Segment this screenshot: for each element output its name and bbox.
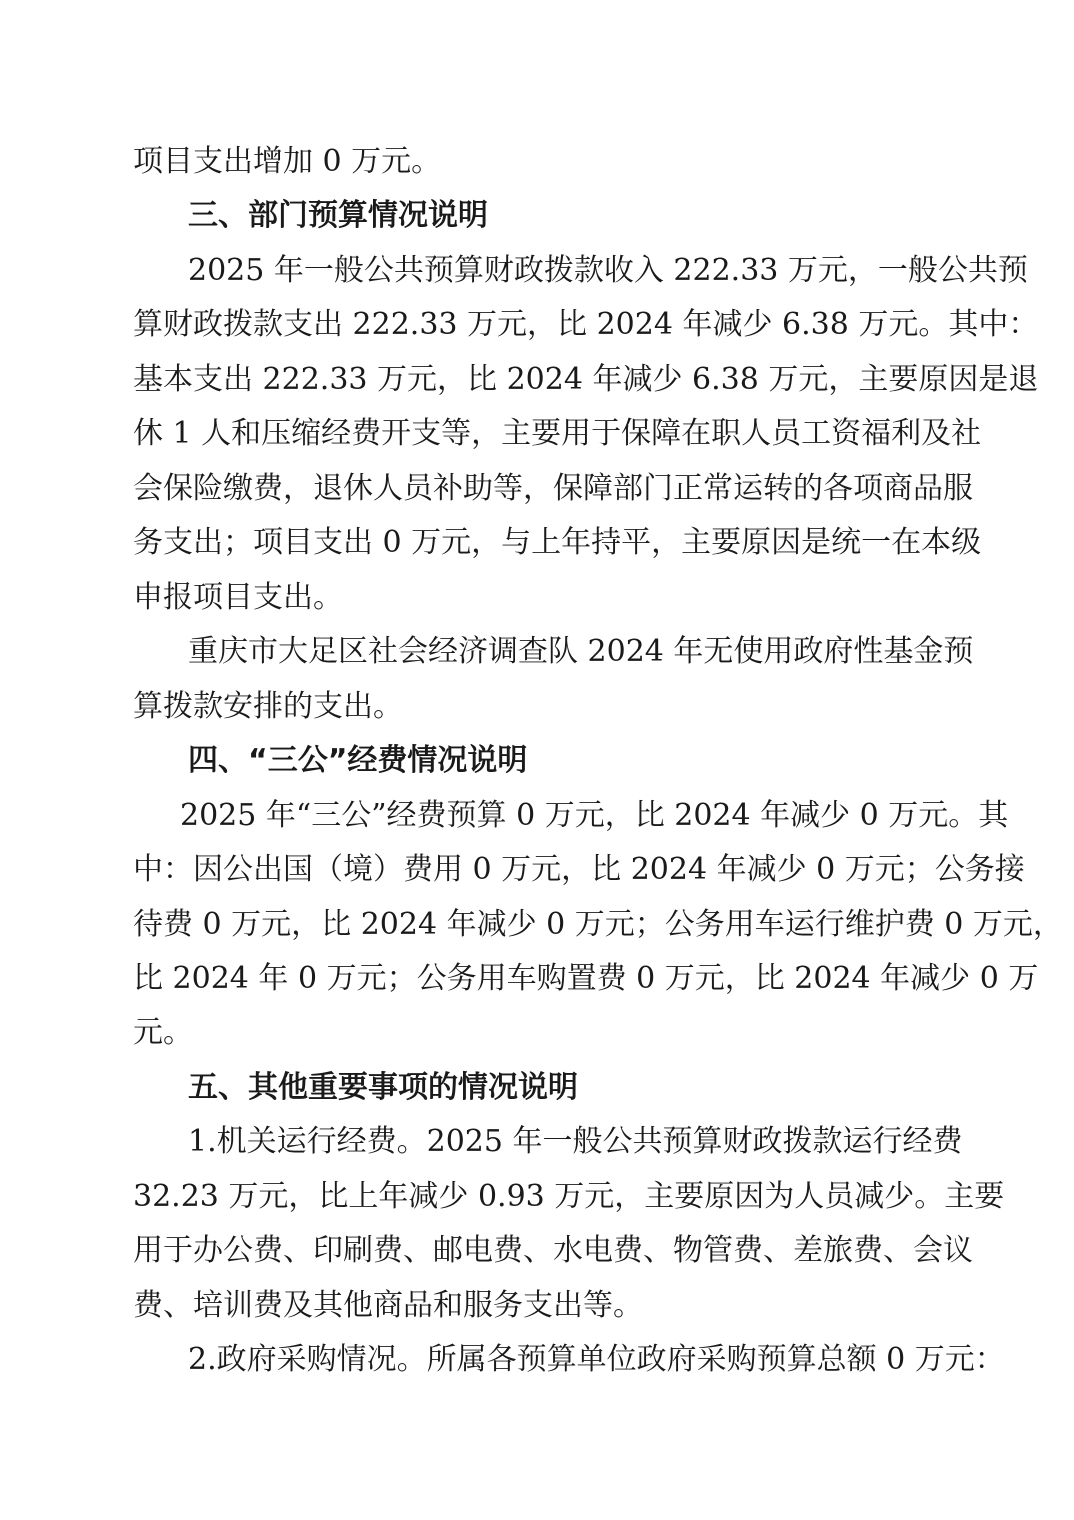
paragraph-line: 算拨款安排的支出。: [133, 689, 403, 724]
paragraph-line: 重庆市大足区社会经济调查队 2024 年无使用政府性基金预: [188, 634, 974, 669]
paragraph-line: 基本支出 222.33 万元，比 2024 年减少 6.38 万元，主要原因是退: [133, 362, 1039, 397]
paragraph-line: 算财政拨款支出 222.33 万元，比 2024 年减少 6.38 万元。其中：: [133, 307, 1039, 342]
paragraph-line: 比 2024 年 0 万元；公务用车购置费 0 万元，比 2024 年减少 0 万: [133, 961, 1039, 996]
section-heading-4: 四、“三公”经费情况说明: [188, 743, 528, 778]
paragraph-line: 元。: [133, 1015, 193, 1050]
paragraph-line: 用于办公费、印刷费、邮电费、水电费、物管费、差旅费、会议: [133, 1233, 973, 1268]
paragraph-line: 项目支出增加 0 万元。: [133, 144, 442, 179]
paragraph-line: 申报项目支出。: [133, 580, 343, 615]
paragraph-line: 2025 年“三公”经费预算 0 万元，比 2024 年减少 0 万元。其: [180, 798, 1009, 833]
paragraph-line: 2.政府采购情况。所属各预算单位政府采购预算总额 0 万元：: [188, 1342, 1005, 1377]
paragraph-line: 务支出；项目支出 0 万元，与上年持平，主要原因是统一在本级: [133, 525, 982, 560]
paragraph-line: 1.机关运行经费。2025 年一般公共预算财政拨款运行经费: [188, 1124, 963, 1159]
paragraph-line: 待费 0 万元，比 2024 年减少 0 万元；公务用车运行维护费 0 万元，: [133, 907, 1063, 942]
paragraph-line: 休 1 人和压缩经费开支等，主要用于保障在职人员工资福利及社: [133, 416, 982, 451]
paragraph-line: 32.23 万元，比上年减少 0.93 万元，主要原因为人员减少。主要: [133, 1179, 1005, 1214]
paragraph-line: 2025 年一般公共预算财政拨款收入 222.33 万元，一般公共预: [188, 253, 1028, 288]
paragraph-line: 会保险缴费，退休人员补助等，保障部门正常运转的各项商品服: [133, 471, 973, 506]
paragraph-line: 费、培训费及其他商品和服务支出等。: [133, 1288, 643, 1323]
section-heading-3: 三、部门预算情况说明: [188, 198, 488, 233]
section-heading-5: 五、其他重要事项的情况说明: [188, 1070, 578, 1105]
paragraph-line: 中：因公出国（境）费用 0 万元，比 2024 年减少 0 万元；公务接: [133, 852, 1025, 887]
